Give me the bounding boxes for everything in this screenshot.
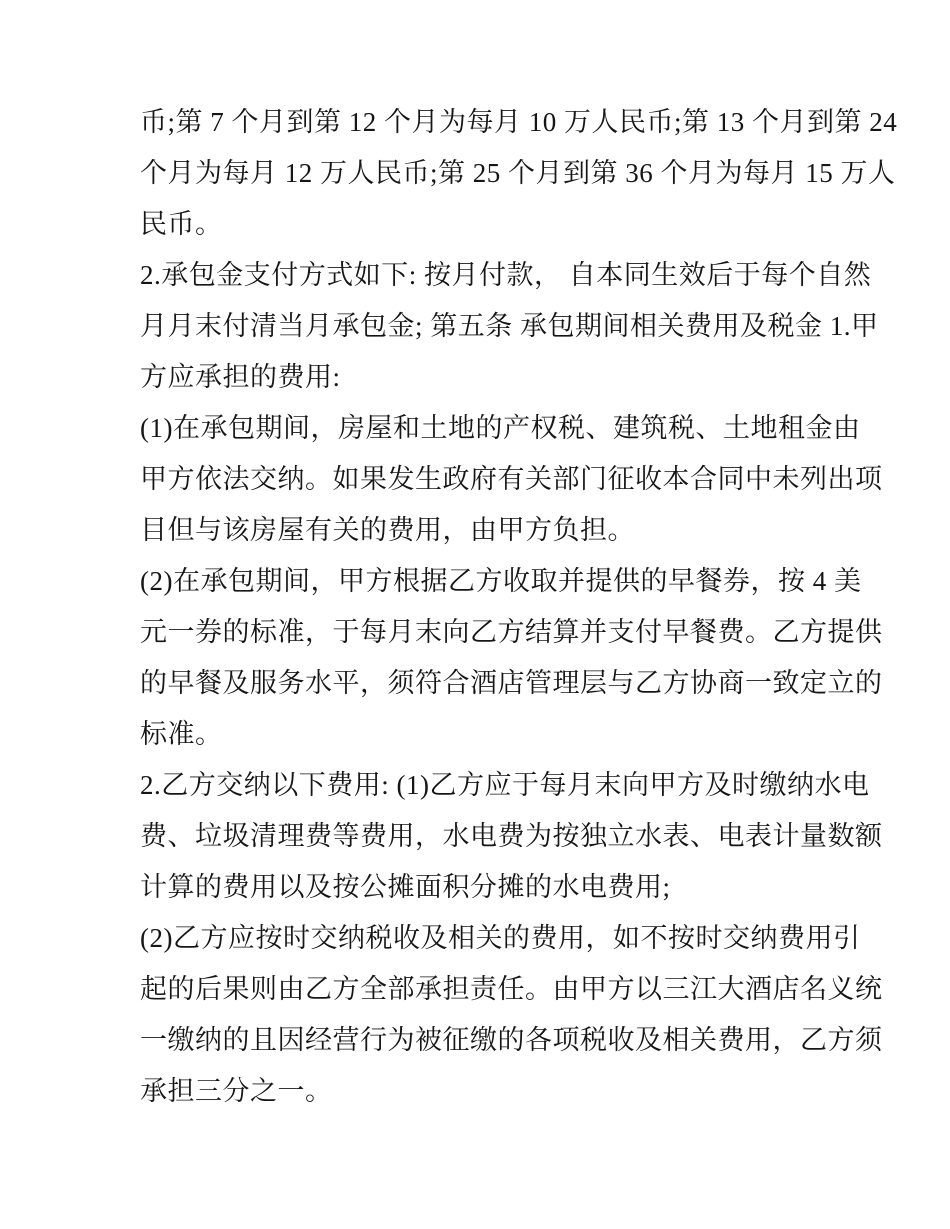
- text-line: 起的后果则由乙方全部承担责任。由甲方以三江大酒店名义统: [140, 974, 883, 1004]
- text-line: (2)在承包期间，甲方根据乙方收取并提供的早餐券，按 4 美: [140, 566, 862, 596]
- text-line: 的早餐及服务水平，须符合酒店管理层与乙方协商一致定立的: [140, 668, 883, 698]
- text-line: 民币。: [140, 209, 223, 239]
- text-line: 甲方依法交纳。如果发生政府有关部门征收本合同中未列出项: [140, 464, 883, 494]
- text-line: 标准。: [140, 719, 223, 749]
- text-line: 月月末付清当月承包金; 第五条 承包期间相关费用及税金 1.甲: [140, 311, 879, 341]
- text-line: 费、垃圾清理费等费用，水电费为按独立水表、电表计量数额: [140, 821, 883, 851]
- text-line: 币;第 7 个月到第 12 个月为每月 10 万人民币;第 13 个月到第 24: [140, 107, 898, 137]
- text-line: 2.乙方交纳以下费用: (1)乙方应于每月末向甲方及时缴纳水电: [140, 770, 870, 800]
- text-line: 方应承担的费用:: [140, 362, 341, 392]
- text-line: 元一券的标准，于每月末向乙方结算并支付早餐费。乙方提供: [140, 617, 883, 647]
- text-line: (1)在承包期间，房屋和土地的产权税、建筑税、土地租金由: [140, 413, 861, 443]
- text-line: (2)乙方应按时交纳税收及相关的费用，如不按时交纳费用引: [140, 923, 861, 953]
- text-line: 目但与该房屋有关的费用，由甲方负担。: [140, 515, 635, 545]
- text-line: 一缴纳的且因经营行为被征缴的各项税收及相关费用，乙方须: [140, 1025, 883, 1055]
- text-line: 计算的费用以及按公摊面积分摊的水电费用;: [140, 872, 671, 902]
- text-line: 个月为每月 12 万人民币;第 25 个月到第 36 个月为每月 15 万人: [140, 158, 896, 188]
- text-line: 承担三分之一。: [140, 1076, 333, 1106]
- text-line: 2.承包金支付方式如下: 按月付款， 自本同生效后于每个自然: [140, 260, 872, 290]
- document-text-block: [140, 97, 898, 1117]
